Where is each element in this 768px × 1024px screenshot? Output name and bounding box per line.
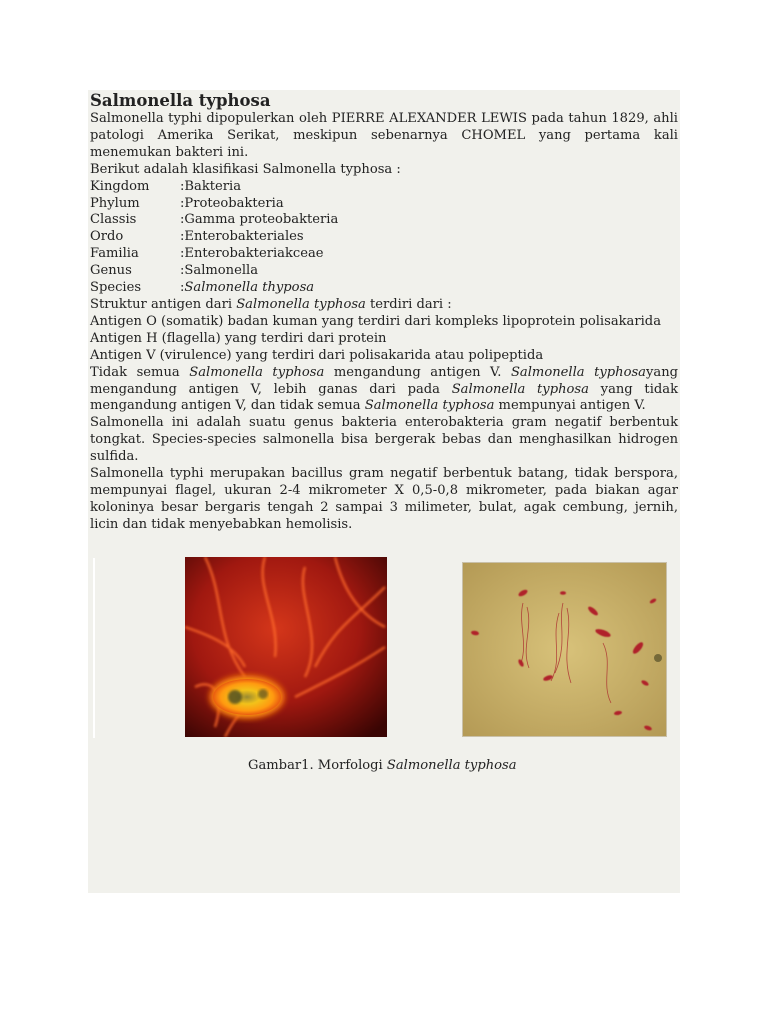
classification-list — [90, 179, 678, 297]
genus-paragraph: Salmonella ini adalah suatu genus bakteria enterobakteria gram negatif berbentuk tongkat. Species-species salmonella bisa bergerak bebas dan menghasilkan hidrogen sulfida. — [90, 415, 678, 465]
antigen-item: Antigen O (somatik) badan kuman yang terdiri dari kompleks lipoprotein polisakarida — [90, 313, 661, 329]
classification-value — [180, 280, 678, 297]
caption-text: Gambar1. Morfologi — [248, 758, 387, 773]
classification-value: :Proteobakteria — [180, 195, 284, 211]
classification-row — [90, 212, 678, 229]
classification-value: :Enterobakteriakceae — [180, 246, 324, 262]
margin-line — [93, 558, 95, 738]
antigen-item: Antigen H (flagella) yang terdiri dari protein — [90, 330, 387, 346]
classification-key: Species — [90, 280, 142, 296]
classification-key: Classis — [90, 212, 137, 228]
classification-value: :Gamma proteobakteria — [180, 212, 339, 228]
text-run: mempunyai antigen V. — [494, 398, 646, 414]
classification-row — [90, 280, 678, 297]
text-run: Tidak semua — [90, 364, 190, 380]
text-run: mengandung antigen V. — [324, 364, 511, 380]
classification-key: Genus — [90, 263, 132, 279]
classification-row — [90, 196, 678, 213]
classification-value: :Bakteria — [180, 178, 242, 194]
classification-row — [90, 179, 678, 196]
classification-row — [90, 246, 678, 263]
morphology-paragraph: Salmonella typhi merupakan bacillus gram negatif berbentuk batang, tidak berspora, mempunyai flagel, ukuran 2-4 mikrometer X 0,5-0,8 mikrometer, pada biakan agar koloninya besar bergaris tengah 2 sampai 3 milimeter, bulat, agak cembung, jernih, licin dan tidak menyebabkan hemolisis. — [90, 466, 678, 532]
classification-key: Familia — [90, 246, 139, 262]
species-name: Salmonella typhosa — [189, 364, 325, 380]
separator-colon: : — [180, 280, 185, 296]
text-run: yang mengandung antigen V, lebih ganas dari pada — [90, 364, 679, 397]
document-page — [88, 90, 680, 893]
species-name: Salmonella typhosa — [386, 758, 517, 773]
classification-row — [90, 229, 678, 246]
document-body — [90, 90, 678, 534]
species-name: Salmonella thyposa — [184, 280, 315, 296]
classification-key: Ordo — [90, 229, 124, 245]
species-name: Salmonella typhosa — [510, 364, 646, 380]
antigen-intro-end: terdiri dari : — [365, 296, 452, 312]
classification-value: :Salmonella — [180, 263, 259, 279]
classification-row — [90, 263, 678, 280]
stained-bacteria-illustration — [463, 563, 666, 736]
species-name: Salmonella typhosa — [451, 381, 589, 397]
antigen-intro — [90, 297, 678, 314]
species-name: Salmonella typhosa — [236, 296, 366, 312]
antigen-vi-paragraph — [90, 365, 678, 416]
classification-intro: Berikut adalah klasifikasi Salmonella typhosa : — [90, 161, 401, 177]
figure-caption — [248, 757, 517, 774]
classification-key: Phylum — [90, 195, 140, 211]
classification-value: :Enterobakteriales — [180, 229, 304, 245]
antigen-item: Antigen V (virulence) yang terdiri dari polisakarida atau polipeptida — [90, 347, 544, 363]
micrograph-fluorescent-image — [185, 557, 387, 737]
intro-paragraph: Salmonella typhi dipopulerkan oleh PIERRE ALEXANDER LEWIS pada tahun 1829, ahli patologi Amerika Serikat, meskipun sebenarnya CHOMEL yang pertama kali menemukan bakteri ini. — [90, 111, 678, 160]
document-title: Salmonella typhosa — [90, 91, 271, 110]
species-name: Salmonella typhosa — [364, 398, 495, 414]
fluorescent-bacterium-illustration — [185, 557, 387, 737]
antigen-intro-text: Struktur antigen dari — [90, 296, 237, 312]
micrograph-stained-image — [462, 562, 667, 737]
text-run: yang tidak mengandung antigen V, dan tidak semua — [90, 381, 678, 414]
classification-key: Kingdom — [90, 178, 150, 194]
